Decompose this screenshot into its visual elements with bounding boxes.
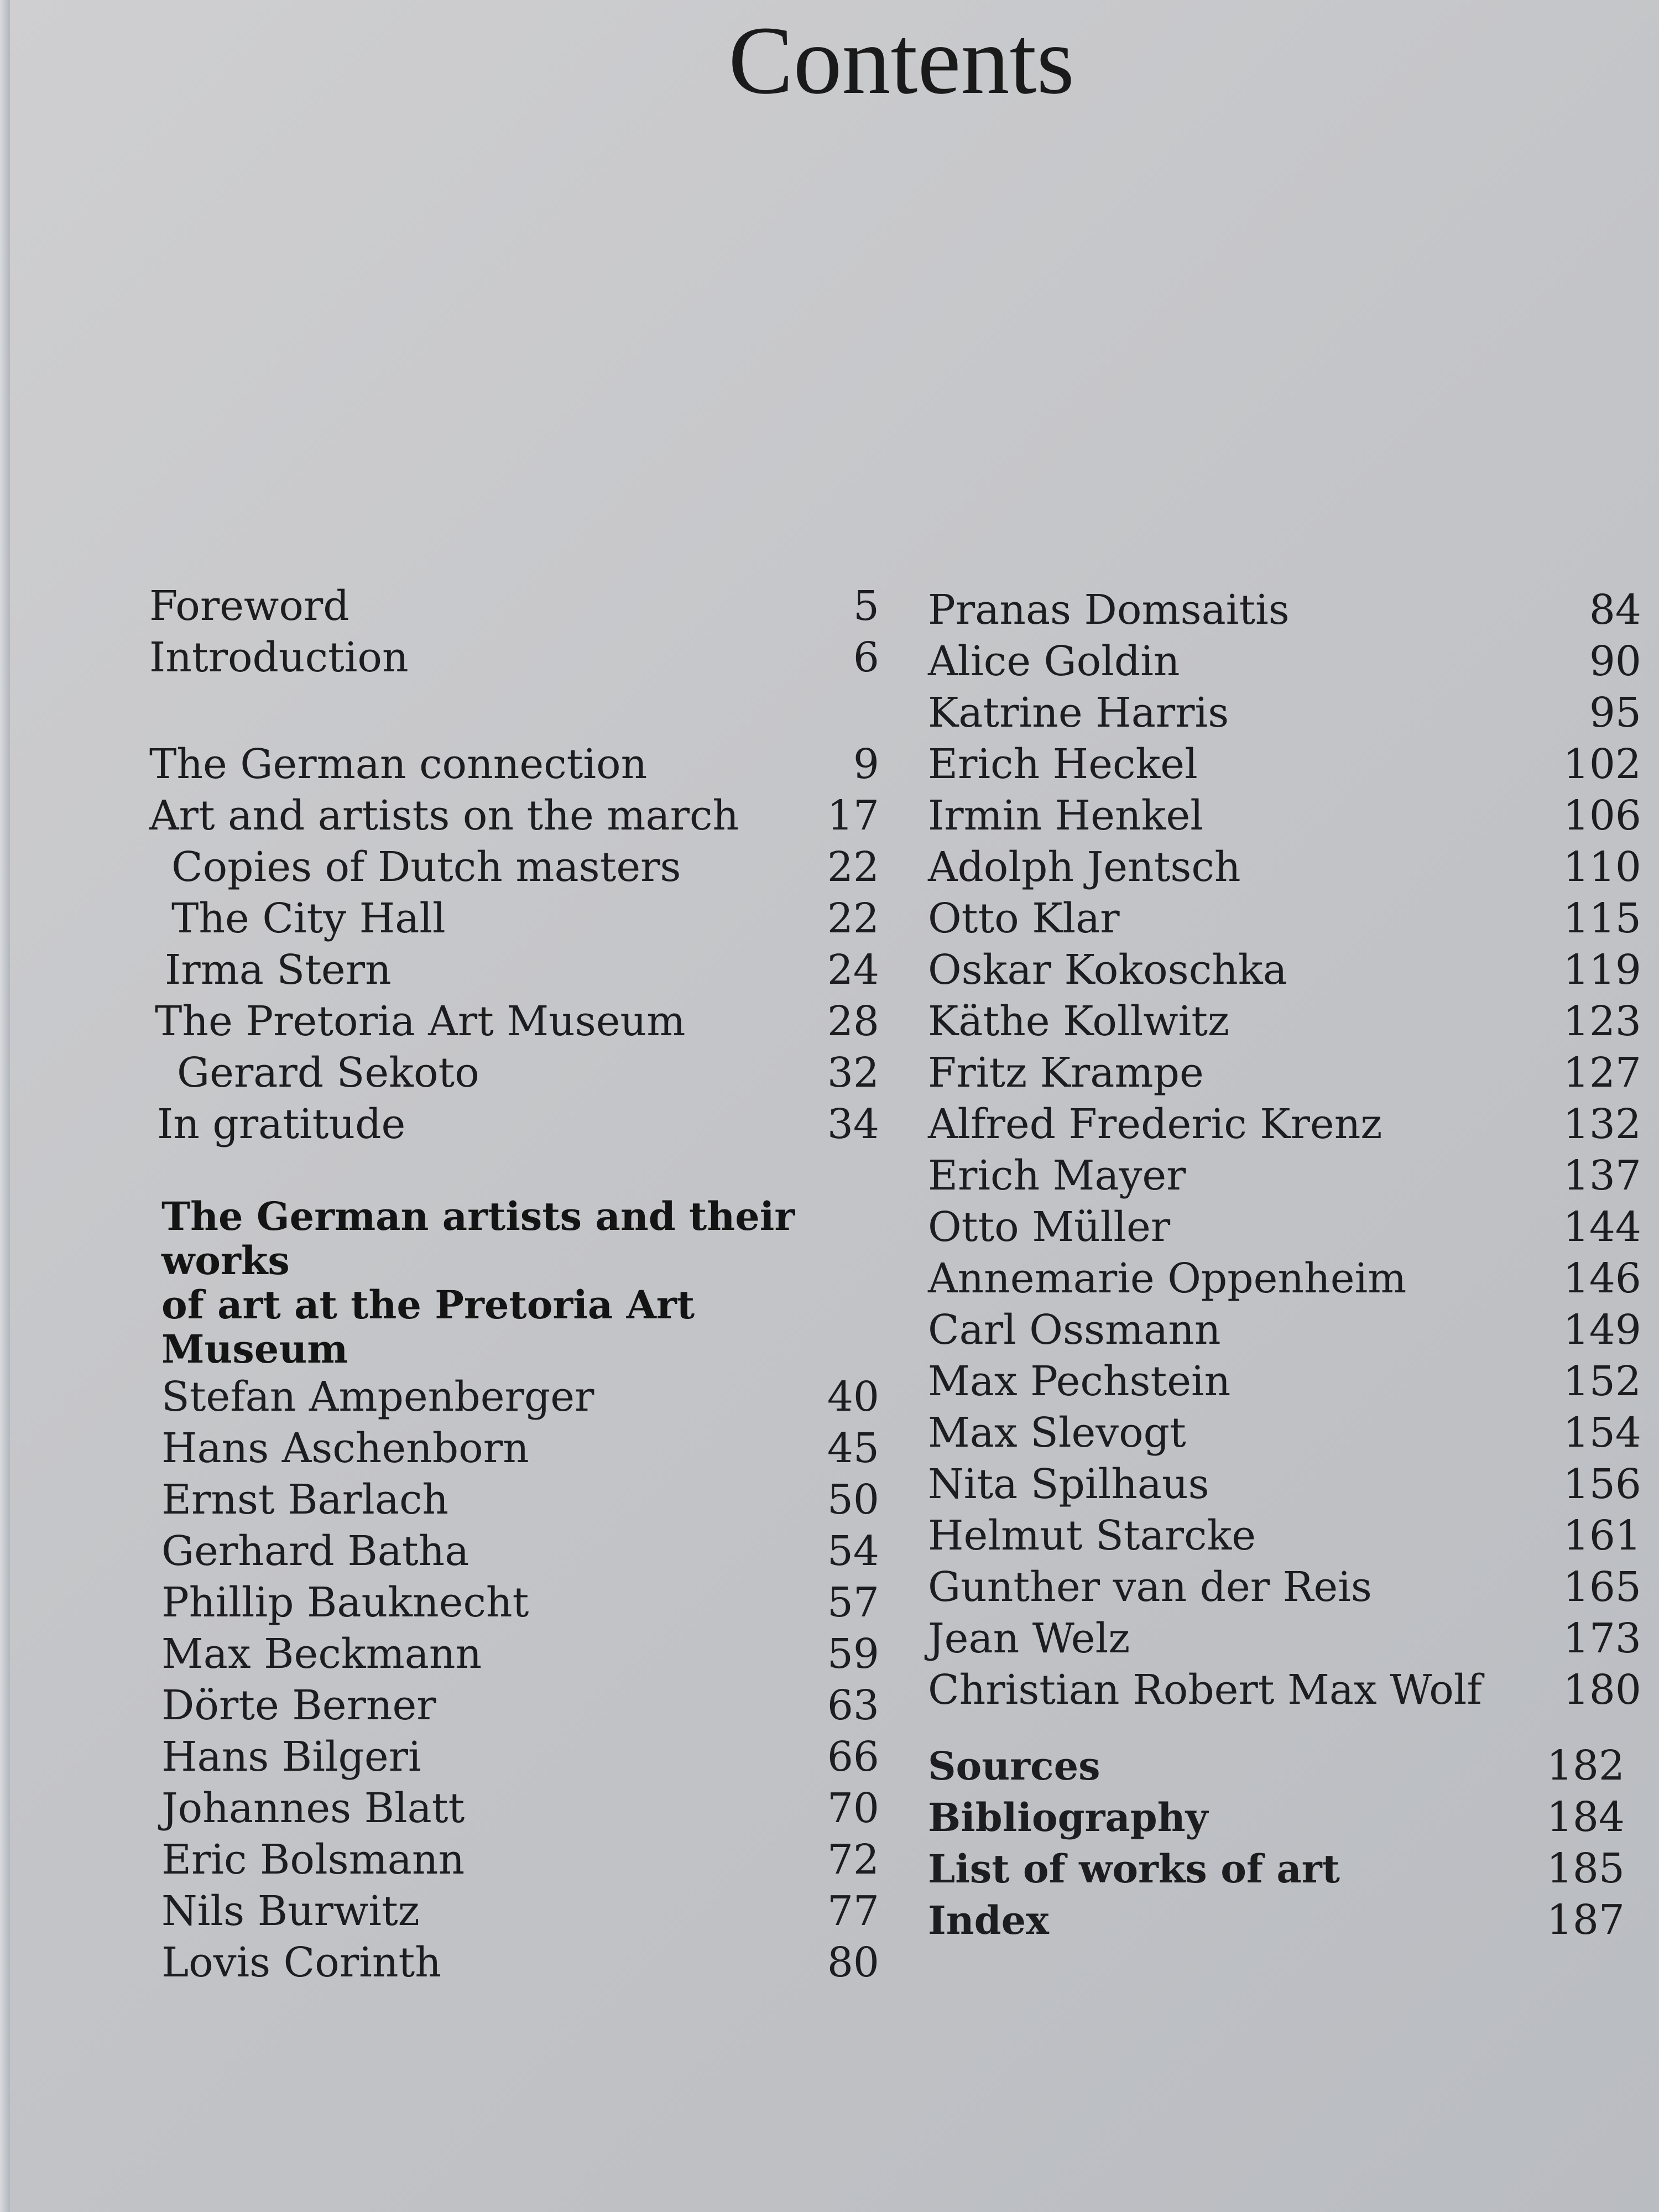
toc-entry[interactable] — [928, 739, 1641, 790]
toc-entry[interactable] — [149, 1731, 879, 1783]
toc-entry-title: Nils Burwitz — [161, 1887, 420, 1935]
toc-entry-page: 187 — [1546, 1896, 1625, 1944]
toc-entry-page: 28 — [827, 998, 879, 1045]
toc-entry-title: Alice Goldin — [928, 638, 1180, 685]
toc-entry-page: 17 — [827, 792, 879, 839]
toc-entry-page: 50 — [827, 1476, 879, 1524]
contents-left-column — [149, 581, 879, 1989]
toc-entry-page: 84 — [1589, 586, 1641, 634]
toc-entry-page: 132 — [1563, 1100, 1641, 1148]
toc-entry[interactable] — [928, 636, 1641, 687]
toc-entry-title: Max Slevogt — [928, 1409, 1186, 1457]
toc-entry-page: 80 — [827, 1939, 879, 1986]
toc-entry[interactable] — [149, 1629, 879, 1680]
toc-subentry[interactable] — [149, 893, 879, 945]
toc-entry-title: Erich Heckel — [928, 740, 1198, 788]
toc-entry-title: Carl Ossmann — [928, 1306, 1221, 1354]
toc-entry-page: 146 — [1563, 1255, 1641, 1302]
toc-entry[interactable] — [928, 585, 1641, 636]
toc-entry-title: Gerhard Batha — [161, 1527, 469, 1575]
toc-entry[interactable] — [149, 739, 879, 790]
toc-entry-title: Max Beckmann — [161, 1630, 482, 1678]
toc-entry-title: Sources — [928, 1743, 1100, 1789]
toc-entry[interactable] — [149, 1577, 879, 1629]
toc-entry-title: The City Hall — [171, 895, 446, 942]
toc-entry-page: 161 — [1563, 1512, 1641, 1559]
toc-entry-page: 66 — [827, 1733, 879, 1781]
toc-entry[interactable] — [928, 1047, 1641, 1099]
toc-entry[interactable] — [149, 1423, 879, 1474]
toc-entry-page: 110 — [1563, 843, 1641, 891]
toc-entry-page: 95 — [1589, 689, 1641, 737]
toc-entry[interactable] — [928, 1562, 1641, 1613]
toc-entry[interactable] — [149, 1526, 879, 1577]
page-edge — [0, 0, 10, 2212]
toc-entry-title: Jean Welz — [928, 1615, 1130, 1662]
toc-entry[interactable] — [928, 1510, 1641, 1562]
toc-entry-page: 119 — [1563, 946, 1641, 994]
toc-entry[interactable] — [149, 996, 879, 1047]
toc-entry-title: Johannes Blatt — [161, 1785, 465, 1832]
toc-entry-page: 154 — [1563, 1409, 1641, 1457]
toc-entry-page: 22 — [827, 843, 879, 891]
toc-entry-title: List of works of art — [928, 1846, 1340, 1892]
toc-entry-page: 54 — [827, 1527, 879, 1575]
toc-entry-title: Art and artists on the march — [149, 792, 739, 839]
toc-entry-title: Hans Bilgeri — [161, 1733, 421, 1781]
spacer — [928, 1716, 1641, 1740]
toc-entry-title: Irmin Henkel — [928, 792, 1203, 839]
toc-entry-title: Irma Stern — [165, 946, 392, 994]
toc-entry[interactable] — [149, 581, 879, 632]
toc-entry-page: 184 — [1546, 1793, 1625, 1841]
toc-entry-page: 123 — [1563, 998, 1641, 1045]
toc-entry[interactable] — [928, 1150, 1641, 1202]
section-heading — [161, 1194, 879, 1371]
toc-entry-title: Otto Klar — [928, 895, 1120, 942]
toc-entry[interactable] — [928, 790, 1641, 842]
toc-entry-page: 106 — [1563, 792, 1641, 839]
toc-entry-title: Annemarie Oppenheim — [928, 1255, 1407, 1302]
toc-entry-title: Bibliography — [928, 1794, 1208, 1840]
section-heading-line: The German artists and their works — [161, 1193, 795, 1284]
toc-entry-title: Pranas Domsaitis — [928, 586, 1290, 634]
toc-entry-title: Dörte Berner — [161, 1682, 436, 1729]
toc-entry[interactable] — [928, 1253, 1641, 1305]
toc-entry-page: 32 — [827, 1049, 879, 1097]
toc-entry-title: Alfred Frederic Krenz — [928, 1100, 1383, 1148]
toc-entry-page: 57 — [827, 1579, 879, 1626]
toc-entry-page: 45 — [827, 1425, 879, 1472]
toc-entry-page: 182 — [1546, 1742, 1625, 1790]
toc-entry[interactable] — [928, 1356, 1641, 1407]
toc-entry-page: 72 — [827, 1836, 879, 1884]
toc-entry-title: Adolph Jentsch — [928, 843, 1241, 891]
toc-entry-page: 127 — [1563, 1049, 1641, 1097]
toc-entry[interactable] — [149, 1371, 879, 1423]
toc-entry-title: Copies of Dutch masters — [171, 843, 681, 891]
toc-entry-page: 137 — [1563, 1152, 1641, 1199]
toc-entry-title: Phillip Bauknecht — [161, 1579, 529, 1626]
toc-entry[interactable] — [928, 945, 1641, 996]
toc-subentry[interactable] — [149, 842, 879, 893]
spacer — [149, 684, 879, 739]
toc-entry[interactable] — [928, 893, 1641, 945]
toc-entry-page: 5 — [853, 582, 879, 630]
toc-entry-page: 22 — [827, 895, 879, 942]
toc-entry-page: 156 — [1563, 1460, 1641, 1508]
toc-entry[interactable] — [928, 996, 1641, 1047]
toc-entry-title: Helmut Starcke — [928, 1512, 1256, 1559]
toc-entry-title: Lovis Corinth — [161, 1939, 441, 1986]
section-heading-line: of art at the Pretoria Art Museum — [161, 1282, 695, 1372]
toc-entry[interactable] — [149, 1680, 879, 1731]
toc-subentry[interactable] — [149, 1047, 879, 1099]
toc-entry[interactable] — [149, 945, 879, 996]
spacer — [149, 1150, 879, 1194]
toc-entry-title: Otto Müller — [928, 1203, 1171, 1251]
toc-entry[interactable] — [149, 1474, 879, 1526]
toc-entry[interactable] — [149, 1834, 879, 1886]
toc-entry-title: Foreword — [149, 582, 349, 630]
toc-entry-page: 63 — [827, 1682, 879, 1729]
toc-entry-title: Christian Robert Max Wolf — [928, 1666, 1482, 1714]
toc-entry-title: The Pretoria Art Museum — [155, 998, 686, 1045]
toc-entry-page: 34 — [827, 1100, 879, 1148]
toc-entry-page: 40 — [827, 1373, 879, 1421]
toc-entry-page: 9 — [853, 740, 879, 788]
toc-entry[interactable] — [928, 687, 1641, 739]
page-title: Contents — [728, 7, 1074, 114]
toc-entry[interactable] — [928, 1613, 1641, 1665]
toc-entry[interactable] — [149, 632, 879, 684]
toc-entry[interactable] — [928, 1665, 1641, 1716]
toc-entry[interactable] — [928, 842, 1641, 893]
toc-entry[interactable] — [149, 1886, 879, 1937]
toc-entry[interactable] — [928, 1099, 1641, 1150]
toc-entry-title: Erich Mayer — [928, 1152, 1186, 1199]
toc-entry[interactable] — [928, 1407, 1641, 1459]
toc-entry-page: 185 — [1546, 1845, 1625, 1892]
toc-entry-page: 165 — [1563, 1563, 1641, 1611]
toc-entry-page: 90 — [1589, 638, 1641, 685]
toc-entry[interactable] — [149, 1783, 879, 1834]
toc-entry-page: 24 — [827, 946, 879, 994]
toc-entry-page: 115 — [1563, 895, 1641, 942]
toc-entry-title: Fritz Krampe — [928, 1049, 1204, 1097]
toc-entry-back-matter[interactable] — [928, 1740, 1641, 1792]
toc-entry-title: Käthe Kollwitz — [928, 998, 1230, 1045]
toc-entry-title: Introduction — [149, 634, 409, 681]
toc-entry-back-matter[interactable] — [928, 1895, 1641, 1946]
toc-entry[interactable] — [928, 1202, 1641, 1253]
toc-entry-title: Eric Bolsmann — [161, 1836, 465, 1884]
toc-entry-page: 6 — [853, 634, 879, 681]
toc-entry[interactable] — [149, 790, 879, 842]
toc-entry-page: 102 — [1563, 740, 1641, 788]
toc-entry-title: Max Pechstein — [928, 1358, 1231, 1405]
toc-entry-page: 70 — [827, 1785, 879, 1832]
toc-entry-title: Stefan Ampenberger — [161, 1373, 594, 1421]
toc-entry[interactable] — [928, 1305, 1641, 1356]
toc-entry-title: Katrine Harris — [928, 689, 1229, 737]
toc-entry-title: Oskar Kokoschka — [928, 946, 1287, 994]
toc-entry-title: Ernst Barlach — [161, 1476, 449, 1524]
toc-entry-page: 152 — [1563, 1358, 1641, 1405]
toc-entry-page: 180 — [1563, 1666, 1641, 1714]
toc-entry-back-matter[interactable] — [928, 1843, 1641, 1895]
toc-entry-title: Index — [928, 1897, 1049, 1943]
toc-entry[interactable] — [149, 1099, 879, 1150]
toc-entry-back-matter[interactable] — [928, 1792, 1641, 1843]
toc-entry[interactable] — [149, 1937, 879, 1989]
toc-entry-title: Gunther van der Reis — [928, 1563, 1372, 1611]
toc-entry-page: 149 — [1563, 1306, 1641, 1354]
toc-entry-page: 144 — [1563, 1203, 1641, 1251]
toc-entry-page: 59 — [827, 1630, 879, 1678]
toc-entry-title: In gratitude — [157, 1100, 406, 1148]
toc-entry[interactable] — [928, 1459, 1641, 1510]
contents-right-column — [928, 585, 1641, 1946]
artist-list — [149, 1371, 879, 1989]
toc-entry-title: Hans Aschenborn — [161, 1425, 529, 1472]
toc-entry-title: Nita Spilhaus — [928, 1460, 1209, 1508]
toc-entry-page: 77 — [827, 1887, 879, 1935]
toc-entry-title: The German connection — [149, 740, 648, 788]
toc-entry-page: 173 — [1563, 1615, 1641, 1662]
toc-entry-title: Gerard Sekoto — [177, 1049, 479, 1097]
